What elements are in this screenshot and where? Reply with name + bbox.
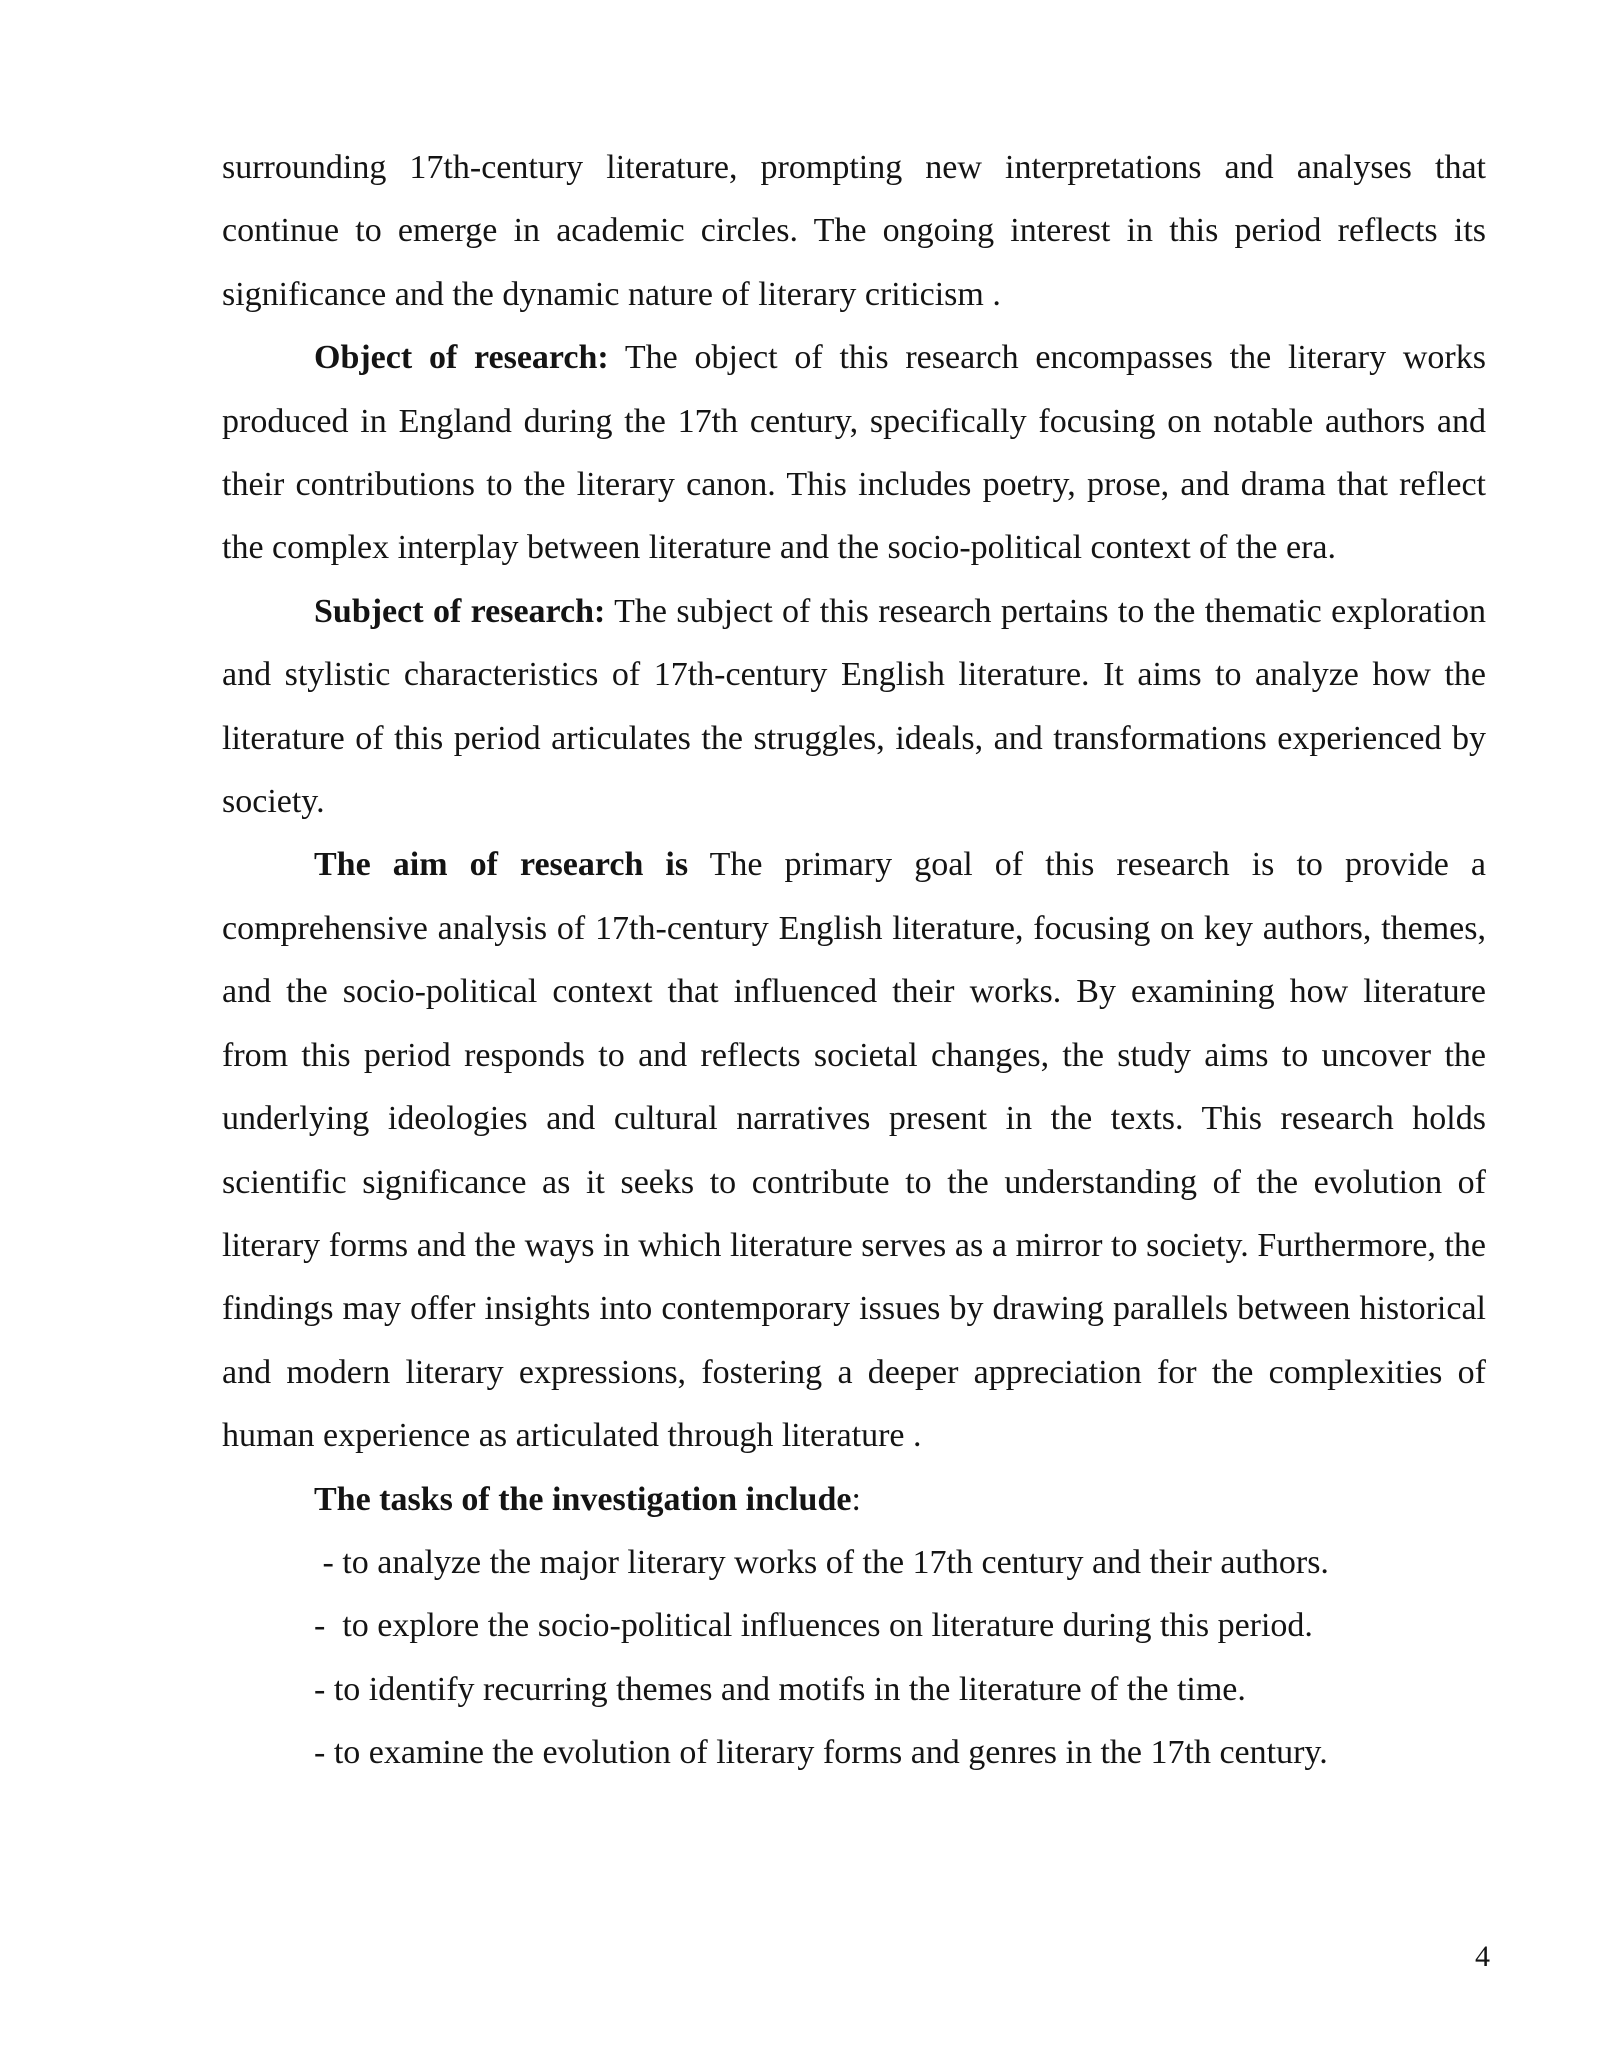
tasks-heading: The tasks of the investigation include — [314, 1480, 852, 1518]
document-page — [222, 136, 1486, 1785]
task-item: - to examine the evolution of literary forms and genres in the 17th century. — [314, 1734, 1328, 1772]
intro-paragraph — [222, 136, 1486, 326]
subject-heading: Subject of research: — [314, 592, 606, 630]
subject-paragraph — [222, 580, 1486, 834]
aim-paragraph — [222, 833, 1486, 1467]
aim-heading: The aim of research is — [314, 846, 689, 884]
task-item: - to explore the socio-political influences on literature during this period. — [314, 1607, 1313, 1645]
task-item: - to analyze the major literary works of the 17th century and their authors. — [314, 1543, 1329, 1581]
object-heading: Object of research: — [314, 339, 609, 377]
tasks-heading-colon: : — [851, 1480, 861, 1518]
subject-text: The subject of this research pertains to the thematic exploration and stylistic characteristics of 17th-century English literature. It aims to analyze how the literature of this period articulates the struggles, ideals, and transformations experienced by society. — [222, 592, 1486, 821]
object-text: The object of this research encompasses the literary works produced in England during the 17th century, specifically focusing on notable authors and their contributions to the literary canon. This includes poetry, prose, and drama that reflect the complex interplay between literature and the socio-political context of the era. — [222, 339, 1486, 567]
aim-text: The primary goal of this research is to provide a comprehensive analysis of 17th-century English literature, focusing on key authors, themes, and the socio-political context that influenced their works. By examining how literature from this period responds to and reflects societal changes, the study aims to uncover the underlying ideologies and cultural narratives present in the texts. This research holds scientific significance as it seeks to contribute to the understanding of the evolution of literary forms and the ways in which literature serves as a mirror to society. Furthermore, the findings may offer insights into contemporary issues by drawing parallels between historical and modern literary expressions, fostering a deeper appreciation for the complexities of human experience as articulated through literature . — [222, 846, 1487, 1455]
intro-text: surrounding 17th-century literature, prompting new interpretations and analyses that continue to emerge in academic circles. The ongoing interest in this period reflects its significance and the dynamic nature of literary criticism . — [222, 149, 1486, 313]
page-number: 4 — [1475, 1940, 1490, 1973]
object-paragraph — [222, 326, 1486, 580]
task-item: - to identify recurring themes and motifs in the literature of the time. — [314, 1670, 1246, 1708]
tasks-heading-paragraph — [222, 1468, 1486, 1531]
